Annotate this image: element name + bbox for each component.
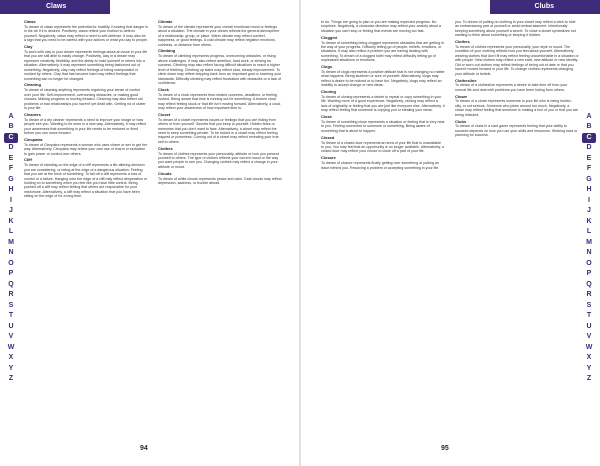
right-page-number: 95 bbox=[441, 445, 449, 452]
left-page-number: 94 bbox=[140, 445, 148, 452]
dictionary-entry bbox=[321, 136, 445, 154]
dictionary-entry bbox=[321, 90, 445, 113]
entry-term: Cleaners bbox=[24, 111, 41, 117]
entry-term: Cloning bbox=[321, 89, 336, 95]
entry-term: Cleopatra bbox=[24, 136, 43, 142]
dictionary-entry bbox=[158, 172, 282, 186]
alphabet-tab-q: Q bbox=[8, 280, 14, 288]
alphabet-tab-d: D bbox=[586, 144, 592, 152]
alphabet-tab-c: C bbox=[4, 133, 18, 143]
entry-term: Clay bbox=[24, 44, 33, 49]
alphabet-tab-q: Q bbox=[586, 280, 592, 288]
alphabet-tab-a: A bbox=[586, 113, 592, 120]
entry-definition: To dream of claws represents the potential for hostility. Knowing that danger is in the air if it is desired. Positively, claws reflect your instinct to defend yourself. Negatively, claws may reflect a need to self-defense. It may also be a sign that you need to be careful with your actions or what you say to people. bbox=[24, 24, 148, 43]
alphabet-tab-x: X bbox=[586, 354, 592, 362]
alphabet-tab-m: M bbox=[8, 238, 14, 246]
alphabet-tab-u: U bbox=[8, 322, 14, 330]
left-column-1 bbox=[24, 20, 148, 432]
alphabet-tab-n: N bbox=[586, 249, 592, 257]
alphabet-tab-s: S bbox=[586, 301, 592, 309]
entry-term: Clogs bbox=[321, 64, 333, 70]
entry-definition: To dream of a clothesline represents a desire to take time off from your normal life and deal with problems you have been hiding from others. bbox=[455, 83, 568, 92]
alphabet-tab-z: Z bbox=[8, 375, 14, 383]
alphabet-tab-f: F bbox=[8, 165, 14, 173]
left-running-header: Claws bbox=[0, 0, 110, 14]
alphabet-tab-p: P bbox=[8, 270, 14, 278]
alphabet-tab-j: J bbox=[587, 207, 591, 215]
alphabet-tab-h: H bbox=[586, 186, 592, 194]
alphabet-tab-w: W bbox=[7, 343, 15, 351]
alphabet-tab-b: B bbox=[586, 123, 592, 131]
alphabet-tab-y: Y bbox=[586, 364, 592, 372]
right-running-header: Clubs bbox=[490, 0, 600, 14]
left-alphabet-tabs bbox=[4, 112, 18, 385]
entry-term: Climate bbox=[158, 20, 173, 24]
entry-term: Clown bbox=[455, 93, 467, 99]
alphabet-tab-s: S bbox=[8, 301, 14, 309]
alphabet-tab-m: M bbox=[586, 238, 592, 246]
alphabet-tab-d: D bbox=[8, 144, 14, 152]
alphabet-tab-g: G bbox=[586, 175, 592, 183]
entry-definition: To dream of standing on the edge of a cliff represents a life-altering decision you are considering, or being at the edge of a dangerous situation. Feeling that you are at the brink of something. To fall off a cliff represents a loss of control or a failure. Hanging onto the edge of a cliff may reflect desperation or holding on to something when you feel like you have little control. Being pushed off a cliff may reflect feeling that others are responsible for your misfortune. Alternatively, a cliff may reflect a situation that you have been sitting on the edge of for a long time. bbox=[24, 163, 147, 199]
alphabet-tab-a: A bbox=[8, 113, 14, 120]
alphabet-tab-g: G bbox=[8, 175, 14, 183]
entry-definition: To dream of a clock represents time-related concerns, deadlines, or feeling rushed. Being aware that time is running out for something. A broken clock may reflect feeling stuck or that life isn't moving forward. Alternatively, a clock may reflect your awareness of how important time is. bbox=[158, 92, 281, 110]
alphabet-tab-v: V bbox=[586, 333, 592, 341]
dictionary-entry bbox=[321, 115, 445, 133]
alphabet-tab-l: L bbox=[586, 228, 592, 236]
alphabet-tab-c: C bbox=[582, 133, 596, 143]
entry-definition: To dream of a closet represents issues or feelings that you are hiding from others or from yourself. Secrets that you keep to yourself. Hidden fears or memories that you don't want to face. Alternatively, a closet may reflect the need to keep something private. To be locked in a closet may reflect feeling trapped or powerless. Coming out of a closet may reflect revealing your true self to others. bbox=[158, 117, 279, 144]
dictionary-entry bbox=[321, 36, 445, 63]
entry-term: Clubs bbox=[455, 118, 467, 124]
alphabet-tab-x: X bbox=[8, 354, 14, 362]
dictionary-entry bbox=[24, 113, 148, 136]
entry-definition: To dream of a clown represents someone in your life who is being foolish, silly, or not serious. Someone who jokes around too much. Negatively, a clown may reflect feeling that someone is making a fool of you or that you are being ridiculed. bbox=[455, 99, 579, 117]
dictionary-entry bbox=[158, 113, 282, 145]
alphabet-tab-p: P bbox=[586, 270, 592, 278]
dictionary-entry bbox=[158, 49, 282, 85]
alphabet-tab-i: I bbox=[10, 196, 12, 204]
entry-definition: To dream of white clouds represents peace and calm. Dark clouds may reflect depression, sadness, or trouble ahead. bbox=[158, 176, 282, 185]
entry-definition: To dream of the climate represents your overall emotional mood or feelings about a situation. The climate in your dream reflects the general atmosphere of a relationship, group, or place. Warm climate may reflect comfort, happiness, or good feelings. A cold climate may reflect negative emotions, coldness, or distance from others. bbox=[158, 24, 280, 47]
dictionary-entry bbox=[158, 20, 282, 47]
dictionary-entry bbox=[321, 20, 445, 33]
entry-definition: you. To dream of putting on clothing in your closet may reflect a wish to hide an embarrassing part of yourself or avoid embarrassment. Intentionally keeping something about yourself a secret. To close a closet symbolizes not wanting to think about something or keeping it hidden. bbox=[455, 20, 576, 38]
entry-term: Clothesline bbox=[455, 77, 477, 83]
alphabet-tab-w: W bbox=[585, 343, 593, 351]
right-column-2 bbox=[455, 20, 579, 432]
dictionary-entry bbox=[24, 83, 148, 110]
entry-term: Cleaning bbox=[24, 82, 41, 88]
dictionary-entry bbox=[24, 20, 148, 43]
dictionary-entry bbox=[455, 120, 579, 138]
alphabet-tab-n: N bbox=[8, 249, 14, 257]
entry-definition: To dream of clothes represents your personality, your style or mood. The condition of your clothing reflects how you feel about yourself. Alternatively, wearing clothes that don't fit may reflect feeling uncomfortable in a situation or with people. New clothes may reflect a new start, new attitude or new identity. Old or worn out clothes may reflect feelings of being out of date or that you haven't moved forward in your life. To change clothes represents changing your attitude or beliefs. bbox=[455, 45, 579, 76]
alphabet-tab-t: T bbox=[586, 312, 592, 320]
alphabet-tab-z: Z bbox=[586, 375, 592, 383]
entry-definition: To dream of clogs represents a positive attitude that is not changing no matter what happens. Being stubborn or sure of yourself. Alternatively, clogs may reflect a desire to be noticed or to have fun. Negatively, clogs may reflect an inability to accept change or new ideas. bbox=[321, 70, 445, 88]
entry-term: Climbing bbox=[158, 48, 176, 54]
alphabet-tab-r: R bbox=[8, 291, 14, 299]
alphabet-tab-k: K bbox=[586, 217, 592, 225]
alphabet-tab-y: Y bbox=[8, 364, 14, 372]
alphabet-tab-e: E bbox=[586, 154, 592, 162]
left-column-2 bbox=[158, 20, 282, 432]
alphabet-tab-v: V bbox=[8, 333, 14, 341]
entry-term: Close bbox=[321, 114, 332, 120]
alphabet-tab-b: B bbox=[8, 123, 14, 131]
entry-definition: To dream of Cleopatra represents a woman who uses charm or sex to get her way. Alternatively, Cleopatra may reflect your own use of charm or seduction to gain power or control over others. bbox=[24, 142, 148, 156]
dictionary-entry bbox=[321, 156, 445, 170]
alphabet-tab-l: L bbox=[8, 228, 14, 236]
alphabet-tab-j: J bbox=[9, 207, 13, 215]
entry-term: Clogged bbox=[321, 34, 337, 40]
entry-term: Clothes bbox=[455, 39, 470, 45]
alphabet-tab-k: K bbox=[8, 217, 14, 225]
dictionary-entry bbox=[24, 45, 148, 81]
alphabet-tab-f: F bbox=[586, 165, 592, 173]
entry-definition: To dream of climbing represents progress, overcoming obstacles, or rising above challenges. It may also reflect ambition, hard work, or striving for success. Climbing may also reflect facing difficult situations to reach a higher level of thinking. Climbing up stairs may reflect slow, steady improvement. To climb down may reflect stepping back from an important goal or lowering your standards. Difficulty climbing may reflect frustration with obstacles or a lack of confidence. bbox=[158, 54, 282, 85]
entry-definition: To dream of clothes represents your personality, attitude or how you present yourself to others. The type of clothes reflects your current mood or the way you want people to see you. Changing clothes may reflect a change in your attitude or mood. bbox=[158, 151, 279, 169]
dictionary-entry bbox=[455, 95, 579, 118]
alphabet-tab-t: T bbox=[8, 312, 14, 320]
entry-term: Clock bbox=[158, 86, 169, 92]
dictionary-entry bbox=[24, 158, 148, 198]
alphabet-tab-e: E bbox=[8, 154, 14, 162]
dictionary-entry bbox=[321, 65, 445, 88]
alphabet-tab-u: U bbox=[586, 322, 592, 330]
dictionary-entry bbox=[455, 79, 579, 93]
right-alphabet-tabs bbox=[582, 112, 596, 385]
entry-term: Closure bbox=[321, 155, 336, 161]
entry-term: Closet bbox=[158, 111, 171, 117]
dictionary-entry bbox=[158, 88, 282, 111]
dictionary-entry bbox=[455, 20, 579, 38]
alphabet-tab-h: H bbox=[8, 186, 14, 194]
entry-term: Clouds bbox=[158, 170, 172, 176]
entry-term: Cliff bbox=[24, 157, 32, 163]
entry-definition: To dream of clubs in a card game represents feeling that your ability to succeed depends on how you use your skills and resources. Working hard or planning for success. bbox=[455, 124, 578, 138]
entry-term: Claws bbox=[24, 20, 36, 24]
dictionary-entry bbox=[455, 40, 579, 76]
alphabet-tab-o: O bbox=[586, 259, 592, 267]
entry-term: Closed bbox=[321, 134, 335, 140]
entry-definition: To dream of a dry cleaner represents a need to improve your image or how people see you. Wanting to be seen in a new way. Alternatively, it may reflect your awareness that something in your life needs to be restored or fixed before you can move forward. bbox=[24, 117, 147, 135]
entry-definition: to do. Things are going to plan or you are making expected progress. No surprises. Negatively, a clockwise direction may reflect your anxiety about a situation you can't stop or feeling that events are moving too fast. bbox=[321, 20, 441, 33]
dictionary-entry bbox=[24, 138, 148, 156]
entry-definition: To dream of closure represents finally getting over something or putting an issue behind you. Resolving a problem or accepting something in your life. bbox=[321, 161, 440, 170]
right-column-1 bbox=[321, 20, 445, 432]
left-page bbox=[0, 0, 299, 466]
entry-definition: To dream of a closed door represents an area of your life that is unavailable to you. You may feel that an opportunity is no longer available. Alternatively, a closed door may reflect your choice to close off a part of your life. bbox=[321, 140, 444, 154]
alphabet-tab-i: I bbox=[588, 196, 590, 204]
right-page bbox=[301, 0, 600, 466]
entry-definition: To dream of cloning represents a desire to repeat or copy something in your life. Wanting more of a good experience. Negatively, cloning may reflect a lack of originality or feeling that you are just like everyone else. Alternatively, it may reflect feeling that someone is copying you or stealing your ideas. bbox=[321, 95, 445, 113]
entry-definition: To dream of cleaning anything represents regaining your sense of control over your life. Self-improvement, overcoming obstacles, or making good choices. Making progress or moving forward. Cleaning may also reflect old problems or bad relationships you haven't yet dealt with. Getting rid of clutter in your life. bbox=[24, 88, 146, 110]
entry-definition: To dream of something being clogged represents obstacles that are getting in the way of your progress. Difficulty letting go of people, beliefs, emotions, or situations. It may also reflect a problem you are having dealing with something. To dream of a clogged toilet may reflect difficulty letting go of unpleasant situations or emotions. bbox=[321, 40, 444, 63]
entry-definition: To work with clay in your dream represents feelings about an issue in your life that you are still able to easily change. Positively, clay in a dream may represent creativity, flexibility, and the ability to mold yourself or others into a situation. Alternatively, it may represent something being fashioned out of something. Negatively, clay may reflect feelings of being manipulated or molded by others. Clay that has become hard may reflect feelings that something can no longer be changed. bbox=[24, 49, 148, 81]
alphabet-tab-o: O bbox=[8, 259, 14, 267]
alphabet-tab-r: R bbox=[586, 291, 592, 299]
dictionary-entry bbox=[158, 147, 282, 170]
entry-term: Clothes bbox=[158, 145, 173, 151]
entry-definition: To dream of something close represents a situation or feeling that is very near to you. Feeling connected to someone or something. Being aware of something that is about to happen. bbox=[321, 120, 445, 133]
